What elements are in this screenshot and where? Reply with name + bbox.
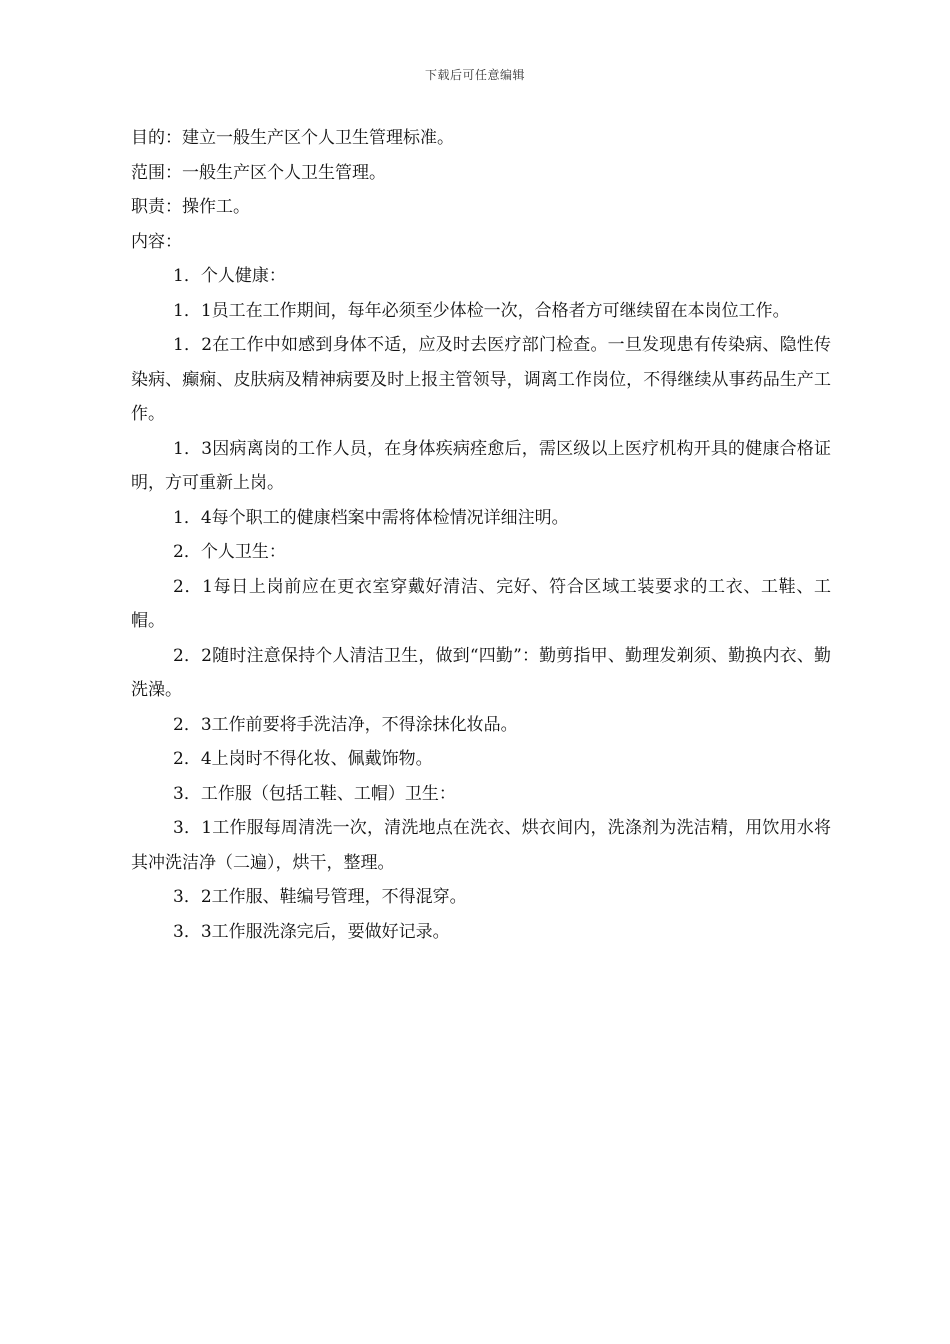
purpose-line: 目的：建立一般生产区个人卫生管理标准。 — [131, 128, 454, 148]
section-item: 2．2随时注意保持个人清洁卫生，做到“四勤”：勤剪指甲、勤理发剃须、勤换内衣、勤洗澡。 — [131, 645, 831, 700]
section-item: 1．3因病离岗的工作人员，在身体疾病痊愈后，需区级以上医疗机构开具的健康合格证明，方可重新上岗。 — [131, 438, 831, 493]
section-item: 3．2工作服、鞋编号管理，不得混穿。 — [173, 887, 467, 907]
content-label: 内容： — [131, 231, 182, 252]
section-item: 1．4每个职工的健康档案中需将体检情况详细注明。 — [173, 507, 569, 528]
section-item: 2．3工作前要将手洗洁净，不得涂抹化妆品。 — [173, 714, 518, 735]
section-item: 3．3工作服洗涤完后，要做好记录。 — [173, 921, 450, 942]
section-item: 1．2在工作中如感到身体不适，应及时去医疗部门检查。一旦发现患有传染病、隐性传染病、癫痫、皮肤病及精神病要及时上报主管领导，调离工作岗位，不得继续从事药品生产工作。 — [131, 335, 831, 424]
scope-line: 范围：一般生产区个人卫生管理。 — [131, 162, 386, 183]
header-note: 下载后可任意编辑 — [424, 68, 525, 82]
document-body — [131, 121, 831, 949]
section-heading: 1．个人健康： — [173, 266, 286, 286]
section-item: 2．1每日上岗前应在更衣室穿戴好清洁、完好、符合区域工装要求的工衣、工鞋、工帽。 — [131, 576, 831, 631]
section-item: 1．1员工在工作期间，每年必须至少体检一次，合格者方可继续留在本岗位工作。 — [173, 300, 790, 321]
section-heading: 2．个人卫生： — [173, 542, 286, 562]
section-item: 3．1工作服每周清洗一次，清洗地点在洗衣、烘衣间内，洗涤剂为洗洁精，用饮用水将其冲洗洁净（二遍），烘干，整理。 — [131, 818, 831, 873]
responsibility-line: 职责：操作工。 — [131, 197, 250, 217]
section-heading: 3．工作服（包括工鞋、工帽）卫生： — [173, 783, 456, 804]
section-item: 2．4上岗时不得化妆、佩戴饰物。 — [173, 749, 433, 769]
